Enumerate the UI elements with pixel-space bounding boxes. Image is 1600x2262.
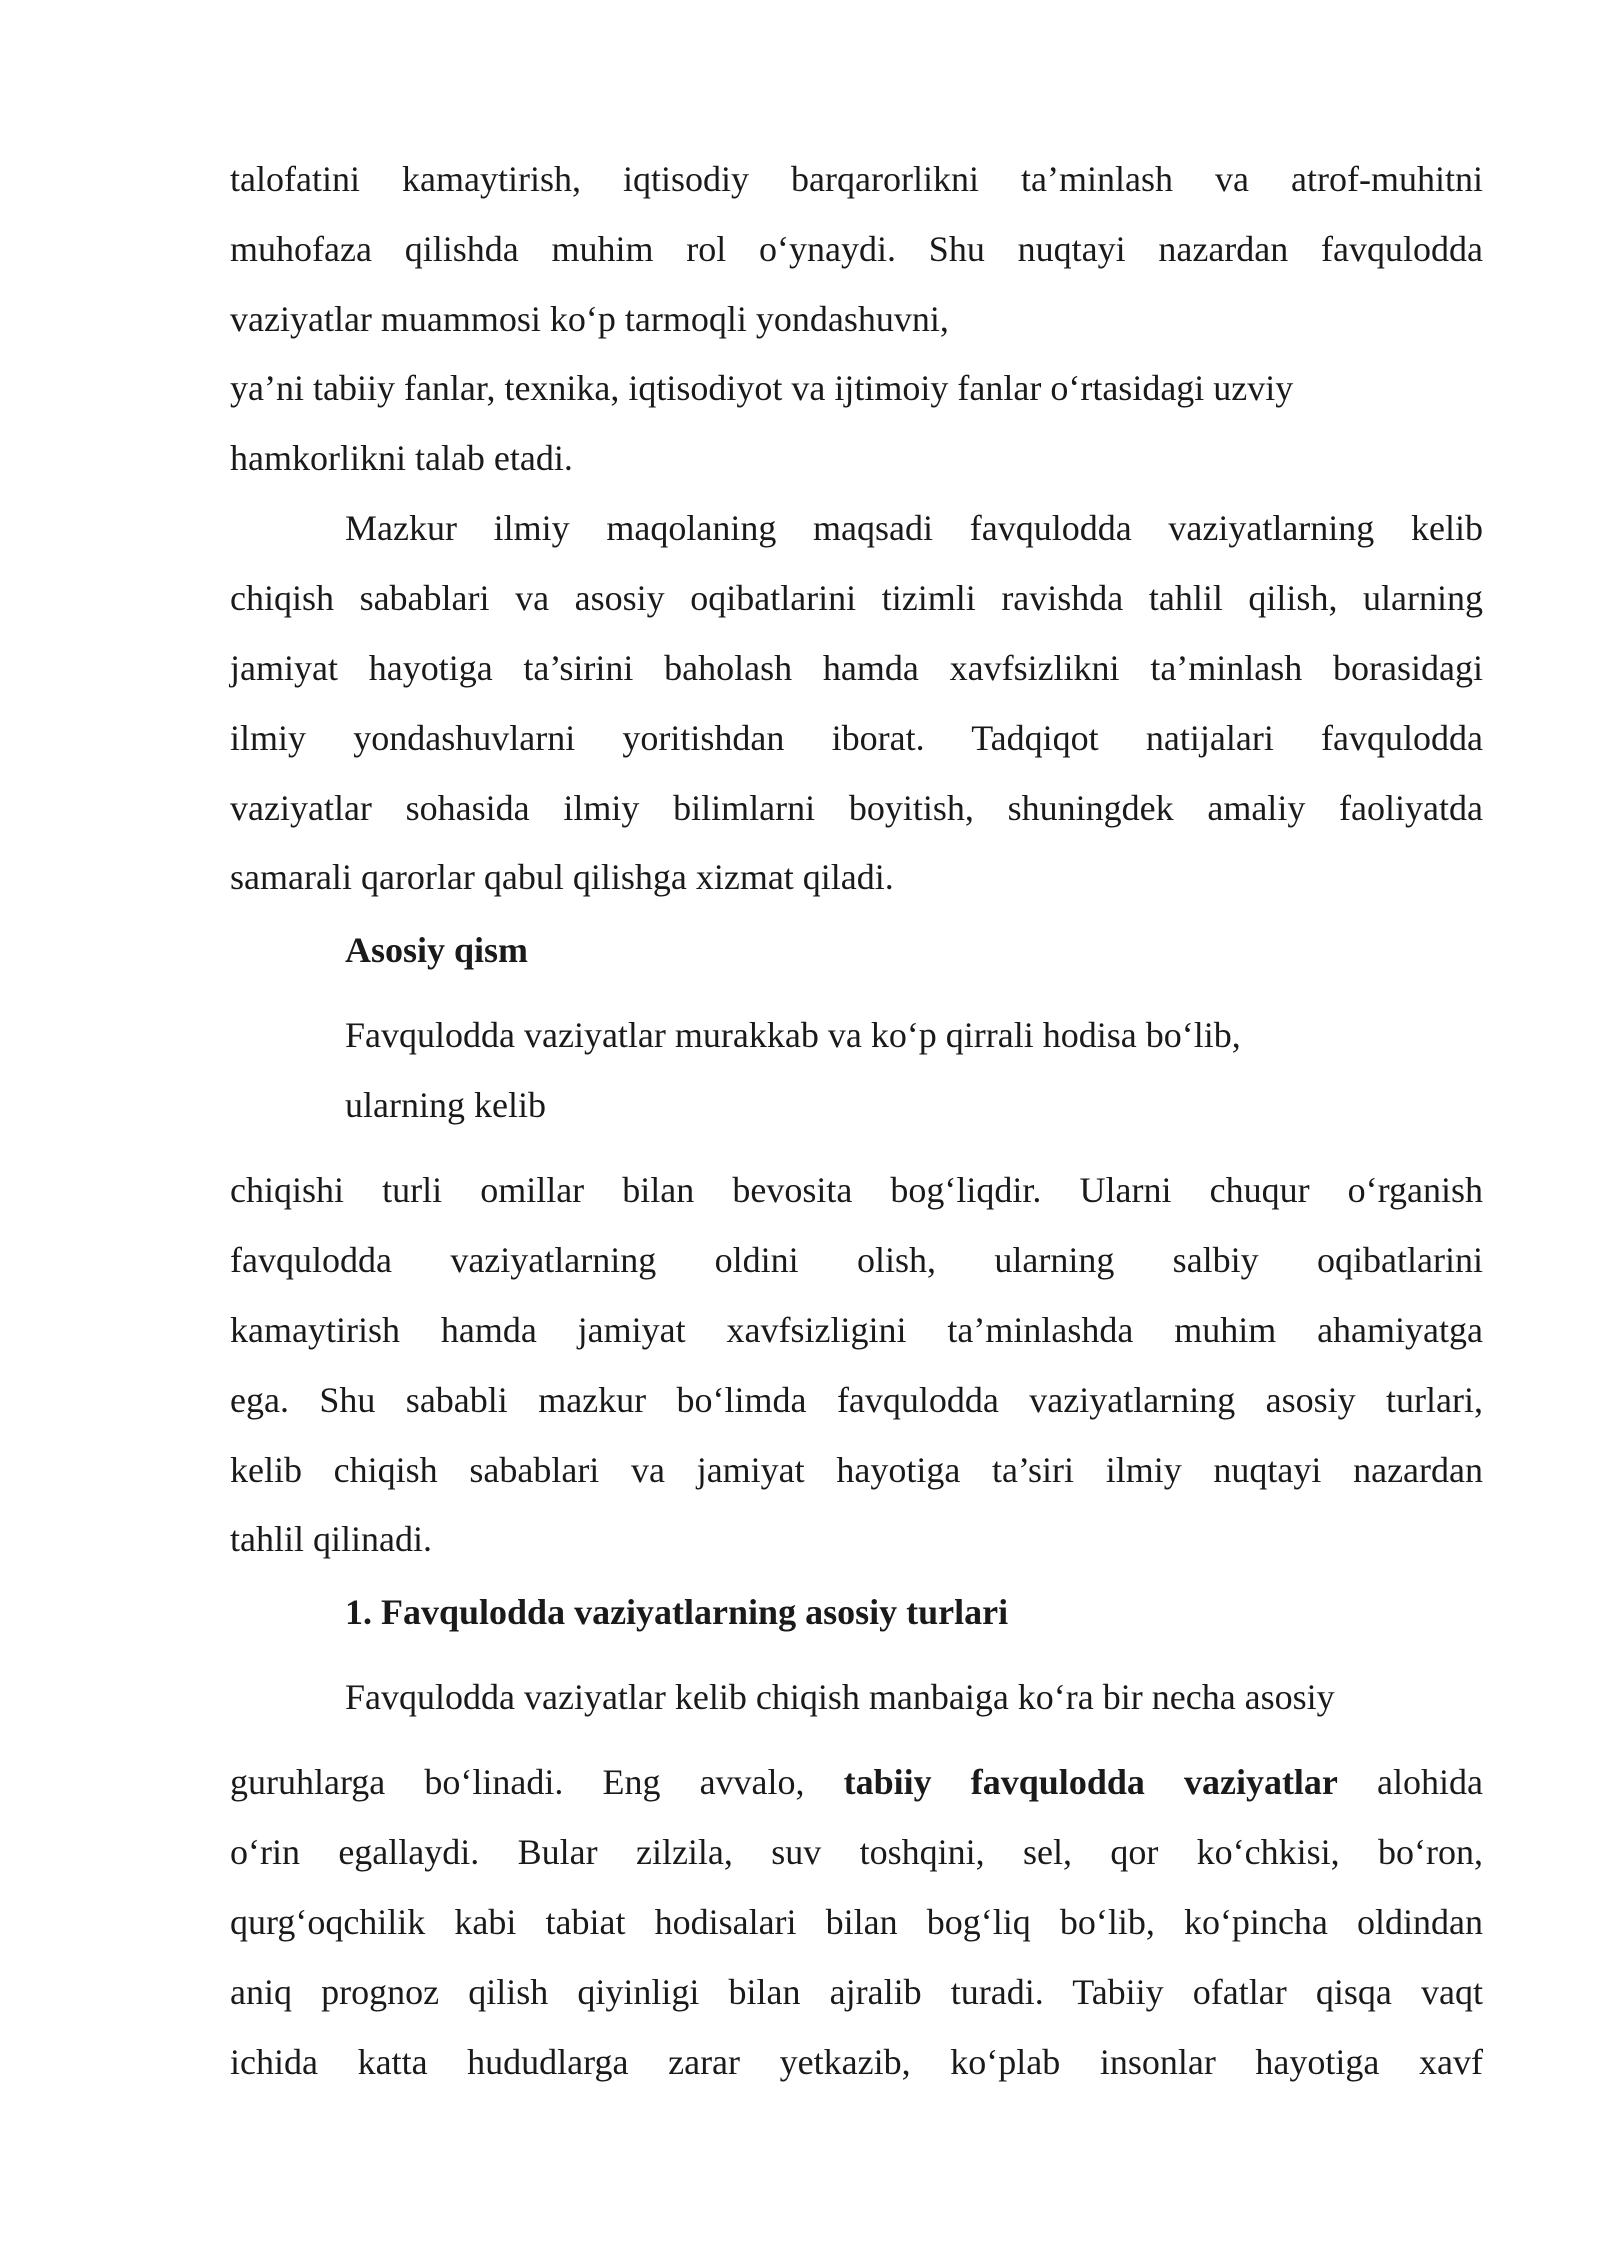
paragraph-3-line: tahlil qilinadi.: [230, 1519, 432, 1559]
section-heading-1: 1. Favqulodda vaziyatlarning asosiy turlari: [345, 1592, 1009, 1632]
paragraph-1-line: talofatini kamaytirish, iqtisodiy barqarorlikni ta’minlash va atrof-muhitni: [230, 159, 1483, 199]
paragraph-2-line: chiqish sabablari va asosiy oqibatlarini tizimli ravishda tahlil qilish, ularning: [230, 578, 1483, 618]
paragraph-3-line: favqulodda vaziyatlarning oldini olish, ularning salbiy oqibatlarini: [230, 1240, 1483, 1280]
paragraph-3-line: chiqishi turli omillar bilan bevosita bog‘liqdir. Ularni chuqur o‘rganish: [230, 1170, 1483, 1210]
paragraph-2-line: Mazkur ilmiy maqolaning maqsadi favqulodda vaziyatlarning kelib: [345, 508, 1483, 548]
paragraph-3-line: ega. Shu sababli mazkur bo‘limda favqulodda vaziyatlarning asosiy turlari,: [230, 1380, 1483, 1420]
paragraph-4-text: guruhlarga bo‘linadi. Eng avvalo,: [230, 1762, 805, 1802]
paragraph-1-line: ya’ni tabiiy fanlar, texnika, iqtisodiyot va ijtimoiy fanlar o‘rtasidagi uzviy: [230, 368, 1294, 408]
paragraph-2-line: ilmiy yondashuvlarni yoritishdan iborat. Tadqiqot natijalari favqulodda: [230, 718, 1483, 758]
paragraph-2-line: jamiyat hayotiga ta’sirini baholash hamda xavfsizlikni ta’minlash borasidagi: [230, 648, 1483, 688]
section-heading-main: Asosiy qism: [345, 930, 529, 970]
paragraph-3-line: ularning kelib: [345, 1085, 546, 1125]
paragraph-2-line: samarali qarorlar qabul qilishga xizmat qiladi.: [230, 857, 894, 897]
paragraph-4-line: Favqulodda vaziyatlar kelib chiqish manbaiga ko‘ra bir necha asosiy: [345, 1677, 1335, 1717]
paragraph-4-line: o‘rin egallaydi. Bular zilzila, suv toshqini, sel, qor ko‘chkisi, bo‘ron,: [230, 1832, 1483, 1872]
paragraph-4-text: alohida: [1377, 1762, 1483, 1802]
paragraph-4-line: qurg‘oqchilik kabi tabiat hodisalari bilan bog‘liq bo‘lib, ko‘pincha oldindan: [230, 1902, 1483, 1942]
paragraph-4-bold-term: tabiiy favqulodda vaziyatlar: [843, 1762, 1338, 1802]
paragraph-1-line: hamkorlikni talab etadi.: [230, 438, 573, 478]
paragraph-2-line: vaziyatlar sohasida ilmiy bilimlarni boyitish, shuningdek amaliy faoliyatda: [230, 788, 1483, 828]
paragraph-3-line: Favqulodda vaziyatlar murakkab va ko‘p qirrali hodisa bo‘lib,: [345, 1015, 1241, 1055]
paragraph-4-line: ichida katta hududlarga zarar yetkazib, ko‘plab insonlar hayotiga xavf: [230, 2042, 1483, 2082]
paragraph-1-line: vaziyatlar muammosi ko‘p tarmoqli yondashuvni,: [230, 299, 949, 339]
paragraph-1-line: muhofaza qilishda muhim rol o‘ynaydi. Shu nuqtayi nazardan favqulodda: [230, 229, 1483, 269]
paragraph-4-line: [230, 1758, 1483, 1806]
paragraph-4-line: aniq prognoz qilish qiyinligi bilan ajralib turadi. Tabiiy ofatlar qisqa vaqt: [230, 1972, 1483, 2012]
paragraph-3-line: kamaytirish hamda jamiyat xavfsizligini ta’minlashda muhim ahamiyatga: [230, 1310, 1483, 1350]
paragraph-3-line: kelib chiqish sabablari va jamiyat hayotiga ta’siri ilmiy nuqtayi nazardan: [230, 1450, 1483, 1490]
